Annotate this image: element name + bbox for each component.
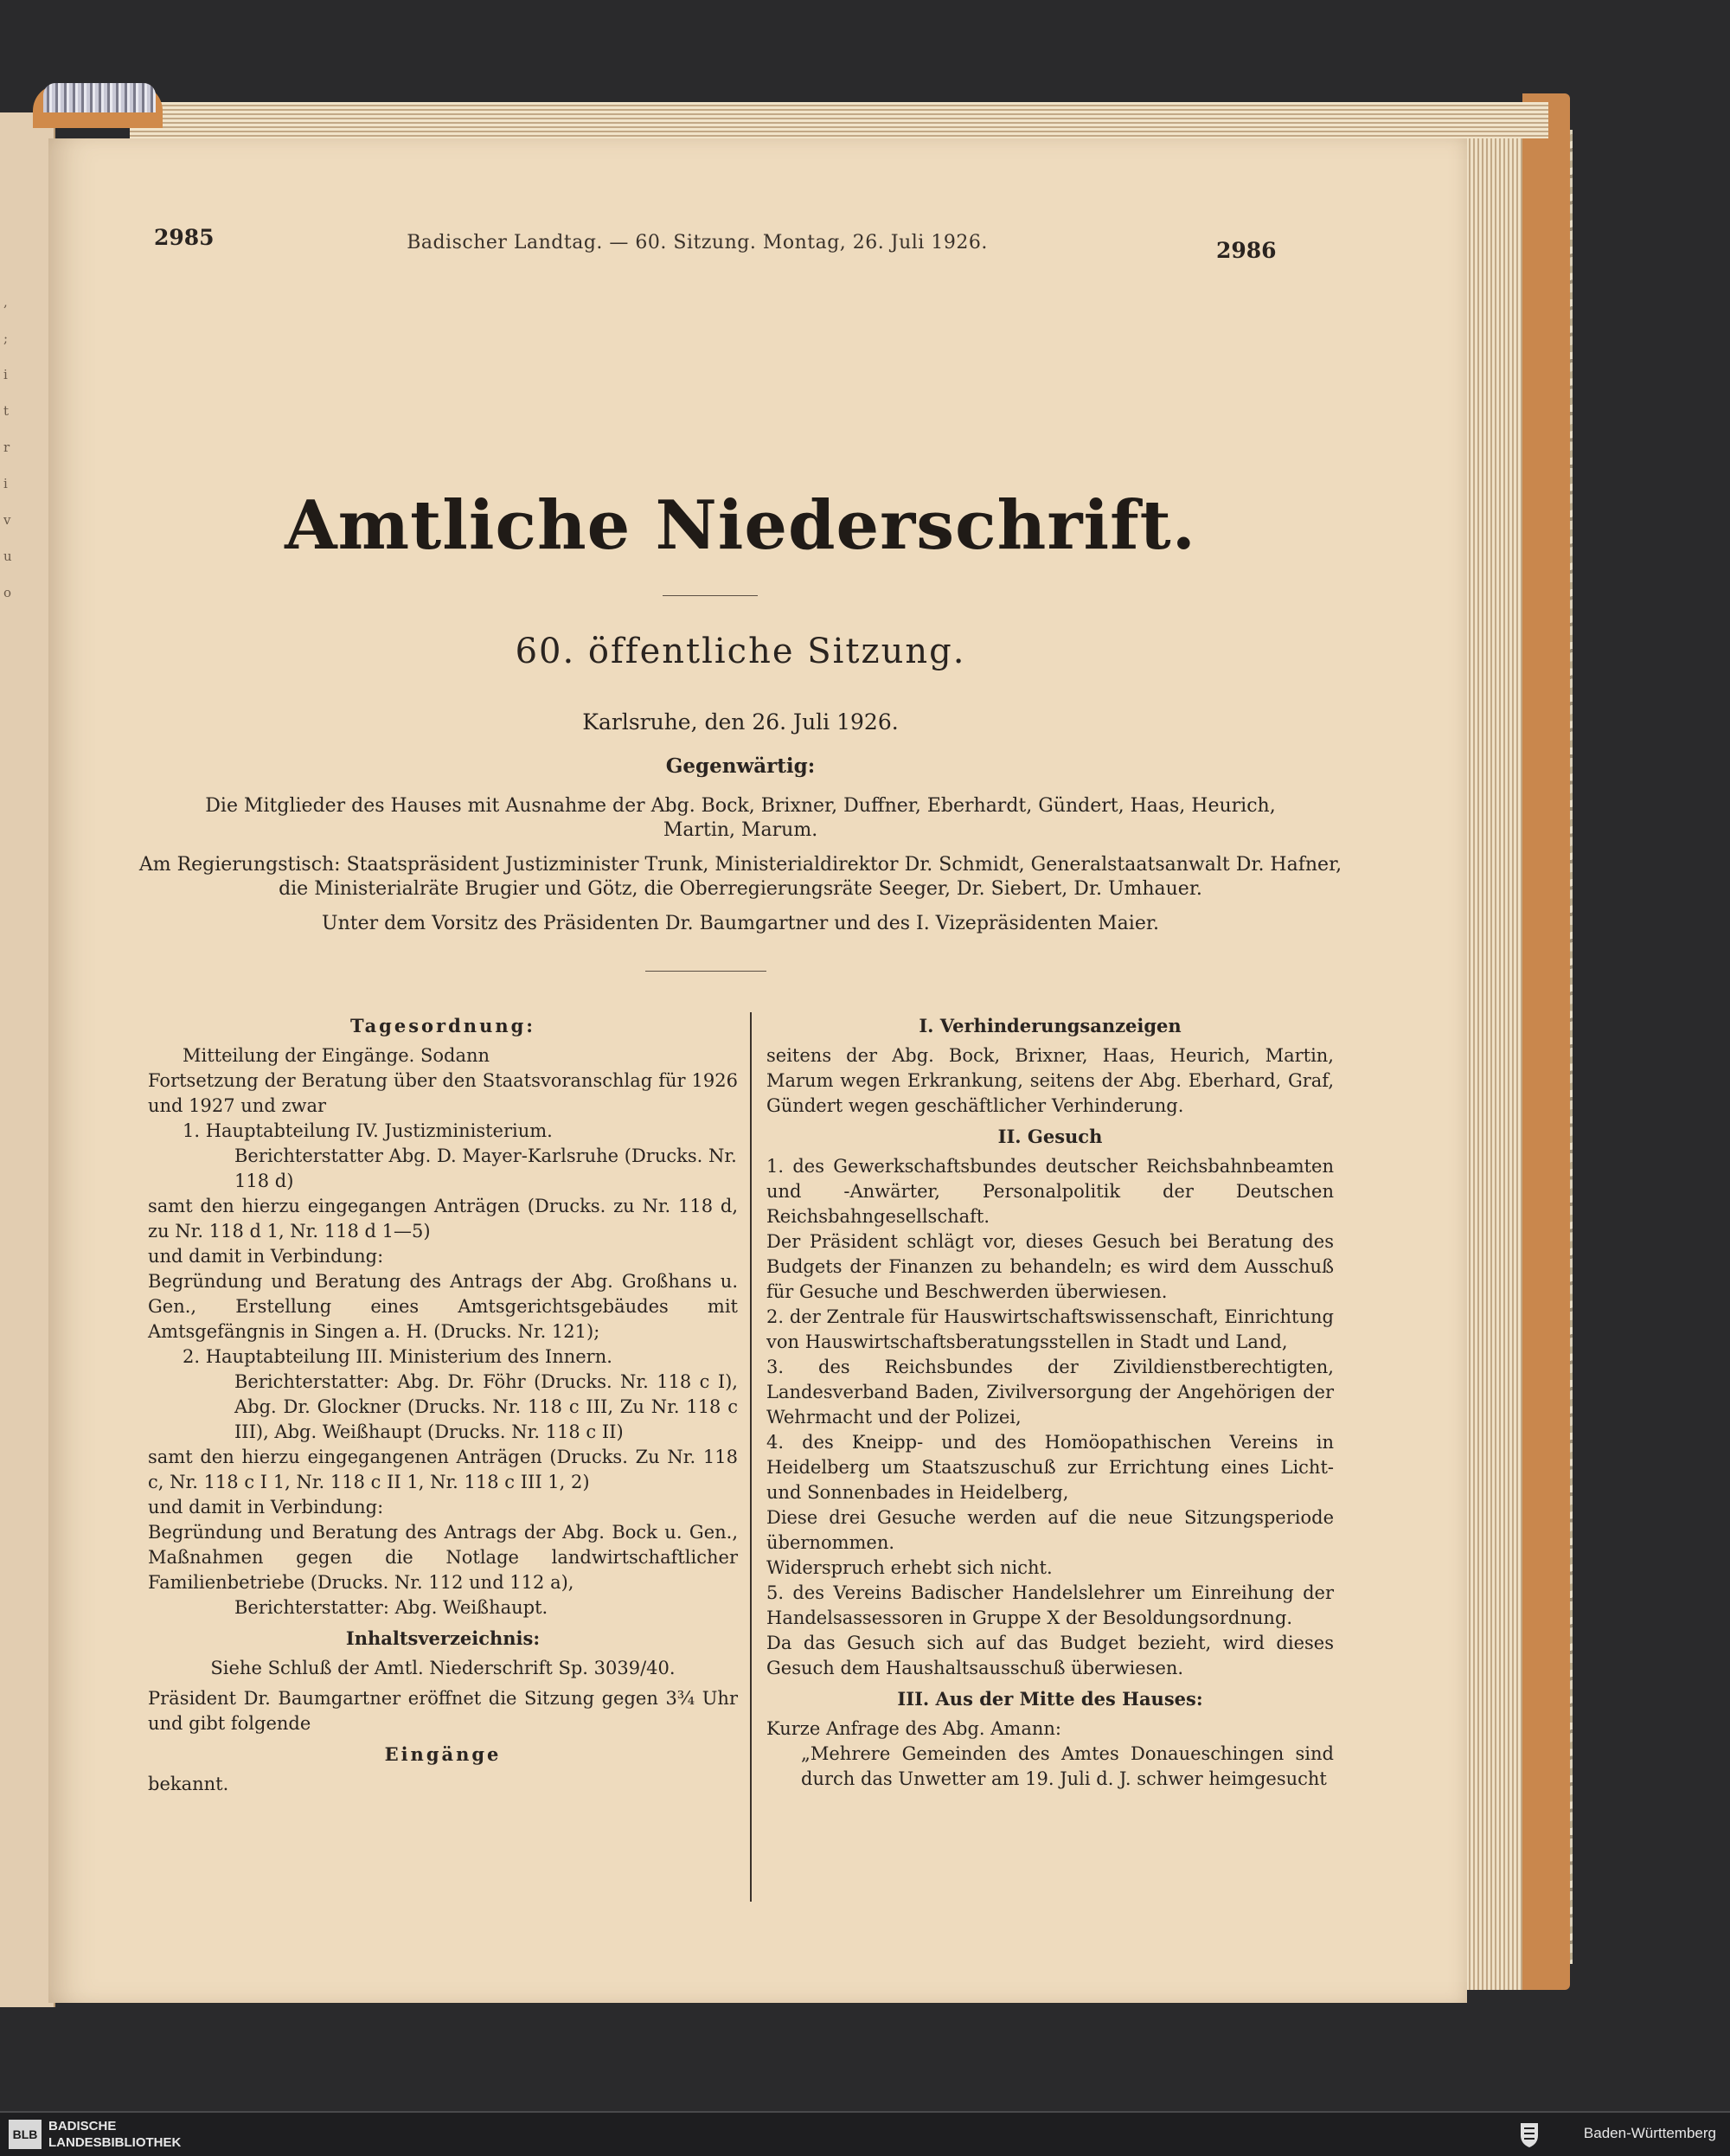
margin-mark: r (3, 440, 10, 455)
running-head: Badischer Landtag. — 60. Sitzung. Montag, 26. Juli 1926. (407, 232, 988, 253)
blb-name-line-2: LANDESBIBLIOTHEK (48, 2135, 182, 2150)
document-page (48, 138, 1467, 2003)
page-edges-top (130, 102, 1548, 138)
document-title: Amtliche Niederschrift. (285, 486, 1196, 565)
left-column (148, 1008, 738, 1797)
right-column-paragraph: Der Präsident schlägt vor, dieses Gesuch bei Beratung des Budgets der Finanzen zu behandeln; es wird dem Ausschuß für Gesuche und Beschwerden überwiesen. (766, 1231, 1334, 1302)
right-column-paragraph: Diese drei Gesuche werden auf die neue Sitzungsperiode übernommen. (766, 1507, 1334, 1553)
blb-name-line-1: BADISCHE (48, 2119, 117, 2134)
margin-mark: o (3, 585, 12, 600)
blb-name[interactable] (48, 2118, 181, 2151)
left-column-paragraph: und damit in Verbindung: (148, 1497, 384, 1518)
margin-mark: v (3, 512, 11, 528)
left-column-paragraph: samt den hierzu eingegangenen Anträgen (Drucks. Zu Nr. 118 c, Nr. 118 c I 1, Nr. 118 c II 1, Nr. 118 c III 1, 2) (148, 1447, 738, 1492)
government-line-2: die Ministerialräte Brugier und Götz, die Oberregierungsräte Seeger, Dr. Siebert, Dr. Umhauer. (279, 878, 1202, 900)
right-column-paragraph: 3. des Reichsbundes der Zivildienstberechtigten, Landesverband Baden, Zivilversorgung der Angehörigen der Wehrmacht und der Polizei, (766, 1357, 1334, 1428)
right-column (766, 1008, 1334, 1792)
left-column-paragraph: Begründung und Beratung des Antrags der Abg. Großhans u. Gen., Erstellung eines Amtsgerichtsgebäudes mit Amtsgefängnis in Singen a. H. (Drucks. Nr. 121); (148, 1271, 738, 1342)
left-column-paragraph: Mitteilung der Eingänge. Sodann (183, 1045, 490, 1066)
left-column-paragraph: und damit in Verbindung: (148, 1246, 384, 1267)
right-column-paragraph: Widerspruch erhebt sich nicht. (766, 1557, 1053, 1578)
margin-mark: ; (3, 330, 9, 346)
left-column-paragraph: Berichterstatter Abg. D. Mayer-Karlsruhe (Drucks. Nr. 118 d) (234, 1145, 737, 1191)
viewer-footer (0, 2111, 1730, 2156)
right-column-paragraph: I. Verhinderungsanzeigen (919, 1015, 1182, 1036)
right-column-paragraph: 1. des Gewerkschaftsbundes deutscher Reichsbahnbeamten und -Anwärter, Personalpolitik der Deutschen Reichsbahngesellschaft. (766, 1156, 1334, 1227)
left-column-paragraph: bekannt. (148, 1774, 229, 1794)
bw-label[interactable]: Baden-Württemberg (1583, 2125, 1716, 2141)
chair-line: Unter dem Vorsitz des Präsidenten Dr. Baumgartner und des I. Vizepräsidenten Maier. (322, 913, 1159, 934)
present-heading: Gegenwärtig: (665, 754, 816, 778)
left-column-paragraph: Präsident Dr. Baumgartner eröffnet die Sitzung gegen 3¾ Uhr und gibt folgende (148, 1688, 738, 1734)
right-column-paragraph: III. Aus der Mitte des Hauses: (897, 1688, 1203, 1710)
left-column-paragraph: Berichterstatter: Abg. Weißhaupt. (234, 1597, 548, 1618)
left-column-paragraph: 1. Hauptabteilung IV. Justizministerium. (183, 1120, 553, 1141)
right-column-paragraph: seitens der Abg. Bock, Brixner, Haas, Heurich, Martin, Marum wegen Erkrankung, seitens der Abg. Eberhard, Graf, Gündert wegen geschäftlicher Verhinderung. (766, 1045, 1334, 1116)
present-line-1: Die Mitglieder des Hauses mit Ausnahme der Abg. Bock, Brixner, Duffner, Eberhardt, Gündert, Haas, Heurich, (205, 795, 1276, 817)
left-page-fragment (0, 112, 55, 2007)
right-column-paragraph: II. Gesuch (997, 1126, 1103, 1147)
margin-mark: u (3, 549, 12, 564)
right-column-paragraph: 5. des Vereins Badischer Handelslehrer um Einreihung der Handelsassessoren in Gruppe X der Besoldungsordnung. (766, 1582, 1334, 1628)
book-cover-board (1522, 93, 1570, 1990)
right-column-paragraph: 2. der Zentrale für Hauswirtschaftswissenschaft, Einrichtung von Hauswirtschaftsberatungsstellen in Stadt und Land, (766, 1306, 1334, 1352)
left-column-paragraph: Inhaltsverzeichnis: (345, 1627, 541, 1649)
place-date: Karlsruhe, den 26. Juli 1926. (582, 709, 899, 735)
margin-mark: t (3, 403, 10, 419)
left-column-paragraph: Berichterstatter: Abg. Dr. Föhr (Drucks. Nr. 118 c I), Abg. Dr. Glockner (Drucks. Nr. 118 c III, Zu Nr. 118 c III), Abg. Weißhaupt (Drucks. Nr. 118 c II) (234, 1371, 738, 1442)
left-column-paragraph: Tagesordnung: (349, 1015, 536, 1036)
left-column-paragraph: 2. Hauptabteilung III. Ministerium des Innern. (183, 1346, 612, 1367)
title-divider (663, 595, 758, 596)
left-column-paragraph: Eingänge (384, 1743, 502, 1765)
blb-logo[interactable]: BLB (9, 2120, 42, 2149)
right-column-paragraph: Da das Gesuch sich auf das Budget bezieht, wird dieses Gesuch dem Haushaltsausschuß überwiesen. (766, 1633, 1334, 1678)
session-title: 60. öffentliche Sitzung. (515, 632, 966, 671)
margin-mark: , (3, 294, 8, 310)
header-divider (645, 971, 766, 972)
right-column-paragraph: „Mehrere Gemeinden des Amtes Donaueschingen sind durch das Unwetter am 19. Juli d. J. schwer heimgesucht (801, 1743, 1334, 1789)
present-line-2: Martin, Marum. (663, 819, 818, 841)
margin-mark: i (3, 476, 8, 491)
left-column-paragraph: Begründung und Beratung des Antrags der Abg. Bock u. Gen., Maßnahmen gegen die Notlage landwirtschaftlicher Familienbetriebe (Drucks. Nr. 112 und 112 a), (148, 1522, 738, 1593)
right-column-paragraph: 4. des Kneipp- und des Homöopathischen Vereins in Heidelberg um Staatszuschuß zur Errichtung eines Licht- und Sonnenbades in Heidelberg, (766, 1432, 1334, 1503)
right-column-paragraph: Kurze Anfrage des Abg. Amann: (766, 1718, 1061, 1739)
page-number-right: 2986 (1216, 238, 1277, 263)
headband (43, 83, 156, 112)
left-column-paragraph: Siehe Schluß der Amtl. Niederschrift Sp. 3039/40. (210, 1658, 676, 1678)
left-column-paragraph: samt den hierzu eingegangen Anträgen (Drucks. zu Nr. 118 d, zu Nr. 118 d 1, Nr. 118 d 1—5) (148, 1196, 738, 1242)
government-line-1: Am Regierungstisch: Staatspräsident Justizminister Trunk, Ministerialdirektor Dr. Schmidt, Generalstaatsanwalt Dr. Hafner, (138, 854, 1342, 876)
column-divider (750, 1012, 752, 1902)
page-number-left: 2985 (154, 225, 215, 250)
bw-coat-of-arms-icon (1519, 2120, 1540, 2149)
left-column-paragraph: Fortsetzung der Beratung über den Staatsvoranschlag für 1926 und 1927 und zwar (148, 1070, 738, 1116)
margin-mark: i (3, 367, 8, 382)
